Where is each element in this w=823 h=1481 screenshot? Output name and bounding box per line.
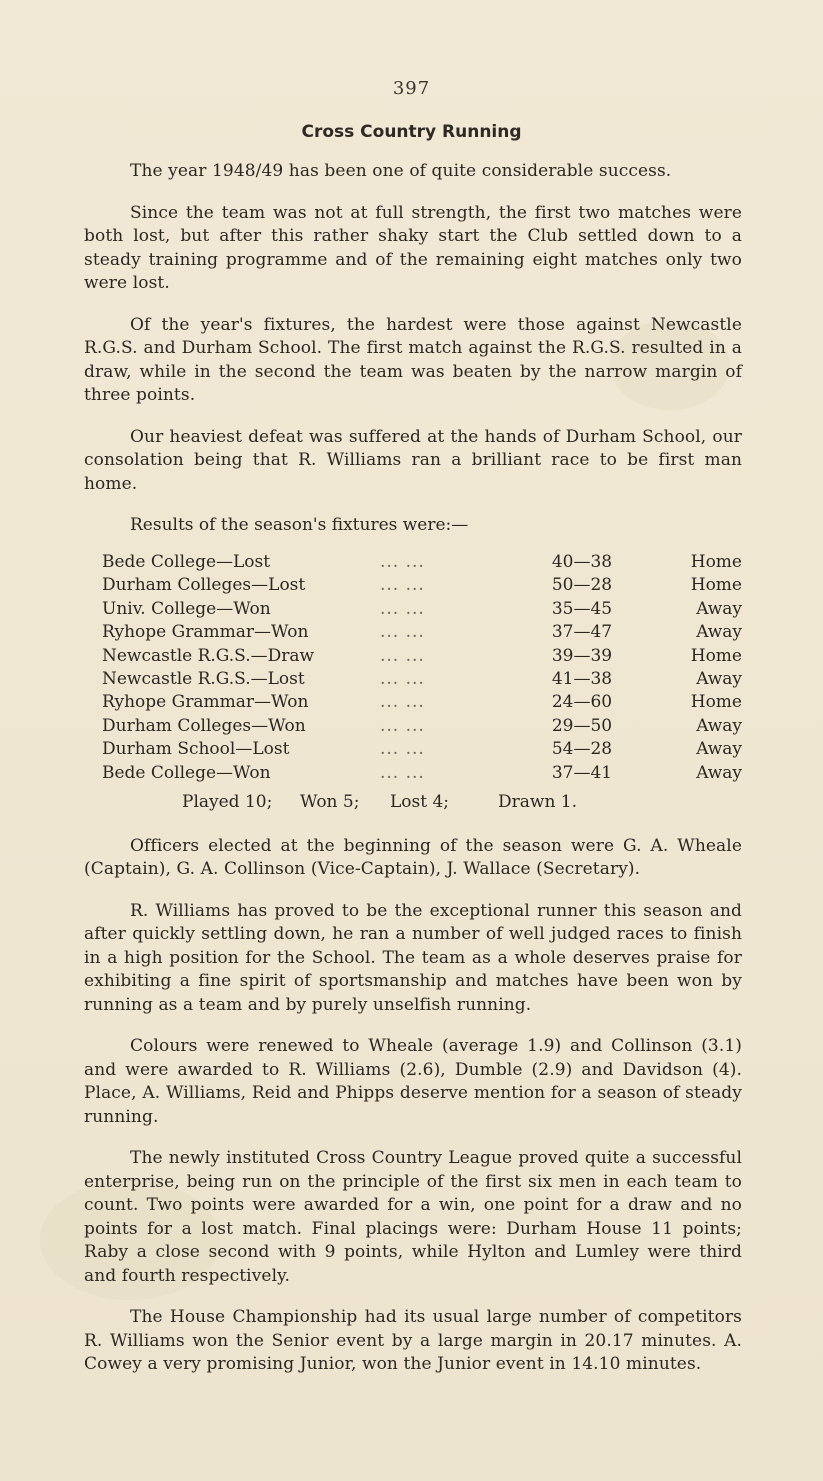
fixture-leader-dots: ... ... xyxy=(380,598,425,619)
fixture-row xyxy=(84,691,742,714)
fixture-row xyxy=(84,621,742,644)
fixture-name: Newcastle R.G.S.—Lost xyxy=(102,668,305,689)
fixture-row xyxy=(84,598,742,621)
fixture-score: 39—39 xyxy=(551,645,613,666)
fixture-name: Durham Colleges—Won xyxy=(102,715,306,736)
fixture-leader-dots: ... ... xyxy=(380,552,425,572)
paragraph-heaviest-defeat: Our heaviest defeat was suffered at the hands of Durham School, our consolation being that R. Williams ran a brilliant race to be first man home. xyxy=(84,426,742,494)
paragraph-fixtures: Of the year's fixtures, the hardest were those against Newcastle R.G.S. and Durham School. The first match against the R.G.S. resulted in a draw, while in the second the team was beaten by the narrow margin of three points. xyxy=(84,314,742,405)
summary-drawn: Drawn 1. xyxy=(498,791,578,812)
fixture-name: Durham School—Lost xyxy=(102,739,290,760)
fixture-row xyxy=(84,574,742,597)
fixture-venue: Home xyxy=(690,645,742,666)
fixture-score: 40—38 xyxy=(551,552,613,572)
fixture-name: Ryhope Grammar—Won xyxy=(102,692,309,713)
article-body xyxy=(84,160,742,1395)
fixture-leader-dots: ... ... xyxy=(380,715,425,736)
paragraph-league: The newly instituted Cross Country League proved quite a successful enterprise, being run on the principle of the first six men in each team to count. Two points were awarded for a win, one point for a draw and no points for a lost match. Final placings were: Durham House 11 points; Raby a close second with 9 points, while Hylton and Lumley were third and fourth respectively. xyxy=(84,1148,742,1286)
fixture-row xyxy=(84,715,742,738)
fixture-venue: Away xyxy=(696,668,742,689)
summary-won: Won 5; xyxy=(300,791,360,812)
paragraph-williams: R. Williams has proved to be the exceptional runner this season and after quickly settling down, he ran a number of well judged races to finish in a high position for the School. The team as a whole deserves praise for exhibiting a fine spirit of sportsmanship and matches have been won by running as a team and by purely unselfish running. xyxy=(84,900,742,1015)
fixture-venue: Away xyxy=(696,598,742,619)
season-summary xyxy=(84,789,742,815)
fixture-leader-dots: ... ... xyxy=(380,692,425,713)
summary-lost: Lost 4; xyxy=(390,791,450,812)
paragraph-house-championship: The House Championship had its usual large number of competitors R. Williams won the Senior event by a large margin in 20.17 minutes. A. Cowey a very promising Junior, won the Junior event in 14.10 minutes. xyxy=(84,1307,742,1375)
page-number: 397 xyxy=(392,78,431,99)
fixture-leader-dots: ... ... xyxy=(380,668,425,689)
fixture-score: 41—38 xyxy=(551,668,613,689)
fixture-leader-dots: ... ... xyxy=(380,622,425,643)
fixture-name: Durham Colleges—Lost xyxy=(102,575,306,596)
article-title: Cross Country Running xyxy=(301,122,522,142)
results-intro: Results of the season's fixtures were:— xyxy=(130,515,469,535)
fixture-score: 37—41 xyxy=(551,762,613,783)
fixture-leader-dots: ... ... xyxy=(380,739,425,760)
fixture-score: 24—60 xyxy=(551,692,613,713)
fixture-name: Bede College—Won xyxy=(102,762,271,783)
fixture-leader-dots: ... ... xyxy=(380,575,425,596)
fixture-score: 29—50 xyxy=(551,715,613,736)
fixture-leader-dots: ... ... xyxy=(380,645,425,666)
paragraph-colours: Colours were renewed to Wheale (average 1.9) and Collinson (3.1) and were awarded to R. Williams (2.6), Dumble (2.9) and Davidson (4). Place, A. Williams, Reid and Phipps deserve mention for a season of steady running. xyxy=(84,1036,742,1127)
summary-played: Played 10; xyxy=(182,791,273,812)
fixture-score: 35—45 xyxy=(551,598,613,619)
fixture-venue: Home xyxy=(690,692,742,713)
paragraph-intro: The year 1948/49 has been one of quite considerable success. xyxy=(130,161,672,181)
fixture-venue: Away xyxy=(696,739,742,760)
fixtures-table xyxy=(84,551,742,785)
fixture-score: 37—47 xyxy=(551,622,613,643)
fixture-venue: Away xyxy=(696,715,742,736)
fixture-leader-dots: ... ... xyxy=(380,762,425,783)
paragraph-officers: Officers elected at the beginning of the season were G. A. Wheale (Captain), G. A. Collinson (Vice-Captain), J. Wallace (Secretary). xyxy=(84,835,742,880)
fixture-venue: Away xyxy=(696,622,742,643)
fixture-score: 54—28 xyxy=(551,739,613,760)
fixture-row xyxy=(84,668,742,691)
fixture-name: Ryhope Grammar—Won xyxy=(102,622,309,643)
fixture-row xyxy=(84,738,742,761)
fixture-name: Univ. College—Won xyxy=(102,598,271,619)
fixture-venue: Home xyxy=(690,575,742,596)
fixture-name: Newcastle R.G.S.—Draw xyxy=(102,645,315,666)
paragraph-team-strength: Since the team was not at full strength, the first two matches were both lost, but after this rather shaky start the Club settled down to a steady training programme and of the remaining eight matches only two were lost. xyxy=(84,202,742,293)
fixture-name: Bede College—Lost xyxy=(102,552,271,572)
fixture-venue: Home xyxy=(690,552,742,572)
fixture-row xyxy=(84,645,742,668)
fixture-score: 50—28 xyxy=(551,575,613,596)
fixture-row xyxy=(84,551,742,574)
fixture-venue: Away xyxy=(696,762,742,783)
fixture-row xyxy=(84,762,742,785)
